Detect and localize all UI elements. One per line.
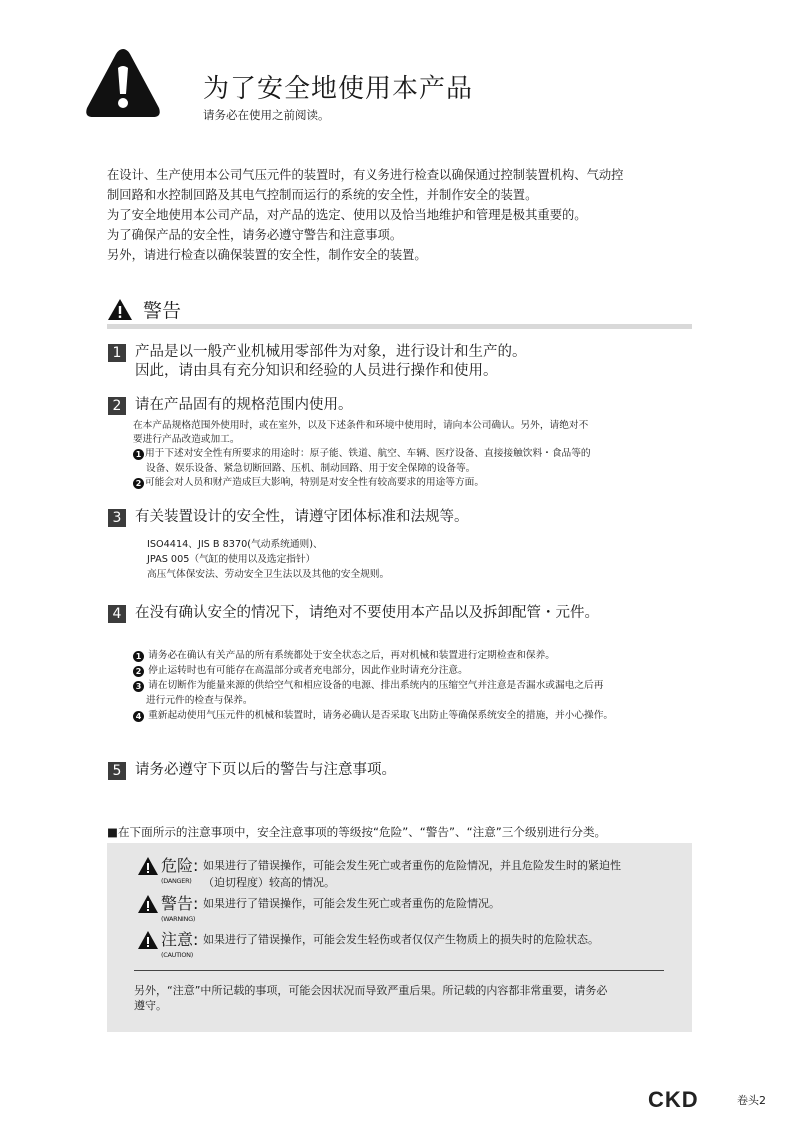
point-2 <box>133 476 591 490</box>
item-heading: 因此，请由具有充分知识和经验的人员进行操作和使用。 <box>135 363 498 379</box>
body-line: 在本产品规格范围外使用时，或在室外，以及下述条件和环境中使用时，请向本公司确认。另外，请绝对不 <box>133 420 589 431</box>
item-heading: 有关装置设计的安全性，请遵守团体标准和法规等。 <box>135 509 469 525</box>
page-number: 卷头2 <box>737 1094 766 1107</box>
level-description: 如果进行了错误操作，可能会发生死亡或者重伤的危险情况，并且危险发生时的紧迫性 <box>203 859 621 872</box>
level-english: (WARNING) <box>161 915 196 923</box>
warning-item-2 <box>108 396 353 415</box>
divider <box>134 970 664 971</box>
point-3 <box>133 678 613 693</box>
circled-number: 1 <box>133 651 144 662</box>
intro-paragraph <box>107 165 697 265</box>
level-warning <box>137 894 500 923</box>
point-text: 用于下述对安全性有所要求的用途时：原子能、铁道、航空、车辆、医疗设备、直接接触饮料・食品等的 <box>145 448 591 460</box>
body-line: 高压气体保安法、劳动安全卫生法以及其他的安全规则。 <box>147 568 390 580</box>
level-name: 警告: <box>161 894 199 913</box>
intro-line: 为了安全地使用本公司产品，对产品的选定、使用以及恰当地维护和管理是极其重要的。 <box>107 208 587 222</box>
body-line: ISO4414、JIS B 8370(气动系统通则)、 <box>147 539 323 550</box>
level-danger <box>137 857 621 891</box>
point-1 <box>133 447 591 461</box>
point-2 <box>133 663 613 678</box>
level-description: 如果进行了错误操作，可能会发生死亡或者重伤的危险情况。 <box>203 897 500 910</box>
point-text: 请务必在确认有关产品的所有系统都处于安全状态之后，再对机械和装置进行定期检查和保养。 <box>148 650 555 661</box>
warning-label: 警告 <box>143 300 182 322</box>
warning-icon <box>137 895 159 913</box>
note-line: 遵守。 <box>134 999 167 1012</box>
item-heading: 产品是以一般产业机械用零部件为对象，进行设计和生产的。 <box>135 344 527 360</box>
warning-icon <box>107 298 133 321</box>
body-line: JPAS 005（气缸的使用以及选定指针） <box>147 553 316 565</box>
warning-item-1 <box>108 343 527 381</box>
item-heading: 在没有确认安全的情况下，请绝对不要使用本产品以及拆卸配管・元件。 <box>135 605 599 621</box>
note-line: 另外，“注意”中所记载的事项，可能会因状况而导致严重后果。所记载的内容都非常重要，请务必 <box>134 984 608 997</box>
point-text: 可能会对人员和财产造成巨大影响，特别是对安全性有较高要求的用途等方面。 <box>145 476 485 488</box>
level-caution <box>137 930 599 959</box>
page-title: 为了安全地使用本产品 <box>203 74 474 104</box>
level-name: 危险: <box>161 856 199 875</box>
point-text: 进行元件的检查与保养。 <box>146 695 253 706</box>
circled-number: 2 <box>133 666 144 677</box>
point-text: 重新起动使用气压元件的机械和装置时，请务必确认是否采取飞出防止等确保系统安全的措施，并小心操作。 <box>148 710 614 721</box>
item-2-body <box>133 419 591 490</box>
item-3-body <box>147 538 389 582</box>
note-text <box>134 983 607 1013</box>
circled-number: 1 <box>133 449 144 460</box>
hazard-levels-box <box>107 843 692 1032</box>
item-4-body <box>133 648 613 723</box>
warning-icon <box>137 857 159 875</box>
item-heading: 请在产品固有的规格范围内使用。 <box>135 397 353 413</box>
point-4 <box>133 708 613 723</box>
warning-icon <box>137 931 159 949</box>
intro-line: 为了确保产品的安全性，请务必遵守警告和注意事项。 <box>107 228 403 242</box>
level-english: (DANGER) <box>161 877 192 885</box>
warning-item-3 <box>108 508 469 527</box>
item-number: 2 <box>108 397 126 415</box>
point-text: 设备、娱乐设备、紧急切断回路、压机、制动回路、用于安全保障的设备等。 <box>146 462 476 474</box>
warning-triangle-icon <box>84 46 162 120</box>
level-description: （迫切程度）较高的情况。 <box>203 876 335 889</box>
point-text: 请在切断作为能量来源的供给空气和相应设备的电源、排出系统内的压缩空气并注意是否漏水或漏电之后再 <box>148 680 604 691</box>
circled-number: 4 <box>133 711 144 722</box>
intro-line: 另外，请进行检查以确保装置的安全性，制作安全的装置。 <box>107 248 427 262</box>
warning-item-4 <box>108 604 599 623</box>
level-description: 如果进行了错误操作，可能会发生轻伤或者仅仅产生物质上的损失时的危险状态。 <box>203 933 599 946</box>
item-number: 5 <box>108 762 126 780</box>
body-line: 要进行产品改造或加工。 <box>133 434 240 446</box>
item-number: 4 <box>108 605 126 623</box>
classification-text: ■在下面所示的注意事项中，安全注意事项的等级按“危险”、“警告”、“注意”三个级别进行分类。 <box>107 825 607 839</box>
circled-number: 2 <box>133 478 144 489</box>
item-number: 3 <box>108 509 126 527</box>
level-english: (CAUTION) <box>161 951 193 959</box>
intro-line: 制回路和水控制回路及其电气控制而运行的系统的安全性，并制作安全的装置。 <box>107 188 538 202</box>
page-subtitle: 请务必在使用之前阅读。 <box>203 108 330 122</box>
warning-item-5 <box>108 761 396 780</box>
point-1 <box>133 648 613 663</box>
point-text: 停止运转时也有可能存在高温部分或者充电部分，因此作业时请充分注意。 <box>148 665 468 676</box>
item-heading: 请务必遵守下页以后的警告与注意事项。 <box>135 762 396 778</box>
level-name: 注意: <box>161 930 199 949</box>
item-number: 1 <box>108 344 126 362</box>
intro-line: 在设计、生产使用本公司气压元件的装置时，有义务进行检查以确保通过控制装置机构、气动控 <box>107 168 624 182</box>
warning-heading <box>107 296 181 323</box>
ckd-logo: CKD <box>648 1087 699 1112</box>
circled-number: 3 <box>133 681 144 692</box>
divider <box>107 324 692 329</box>
